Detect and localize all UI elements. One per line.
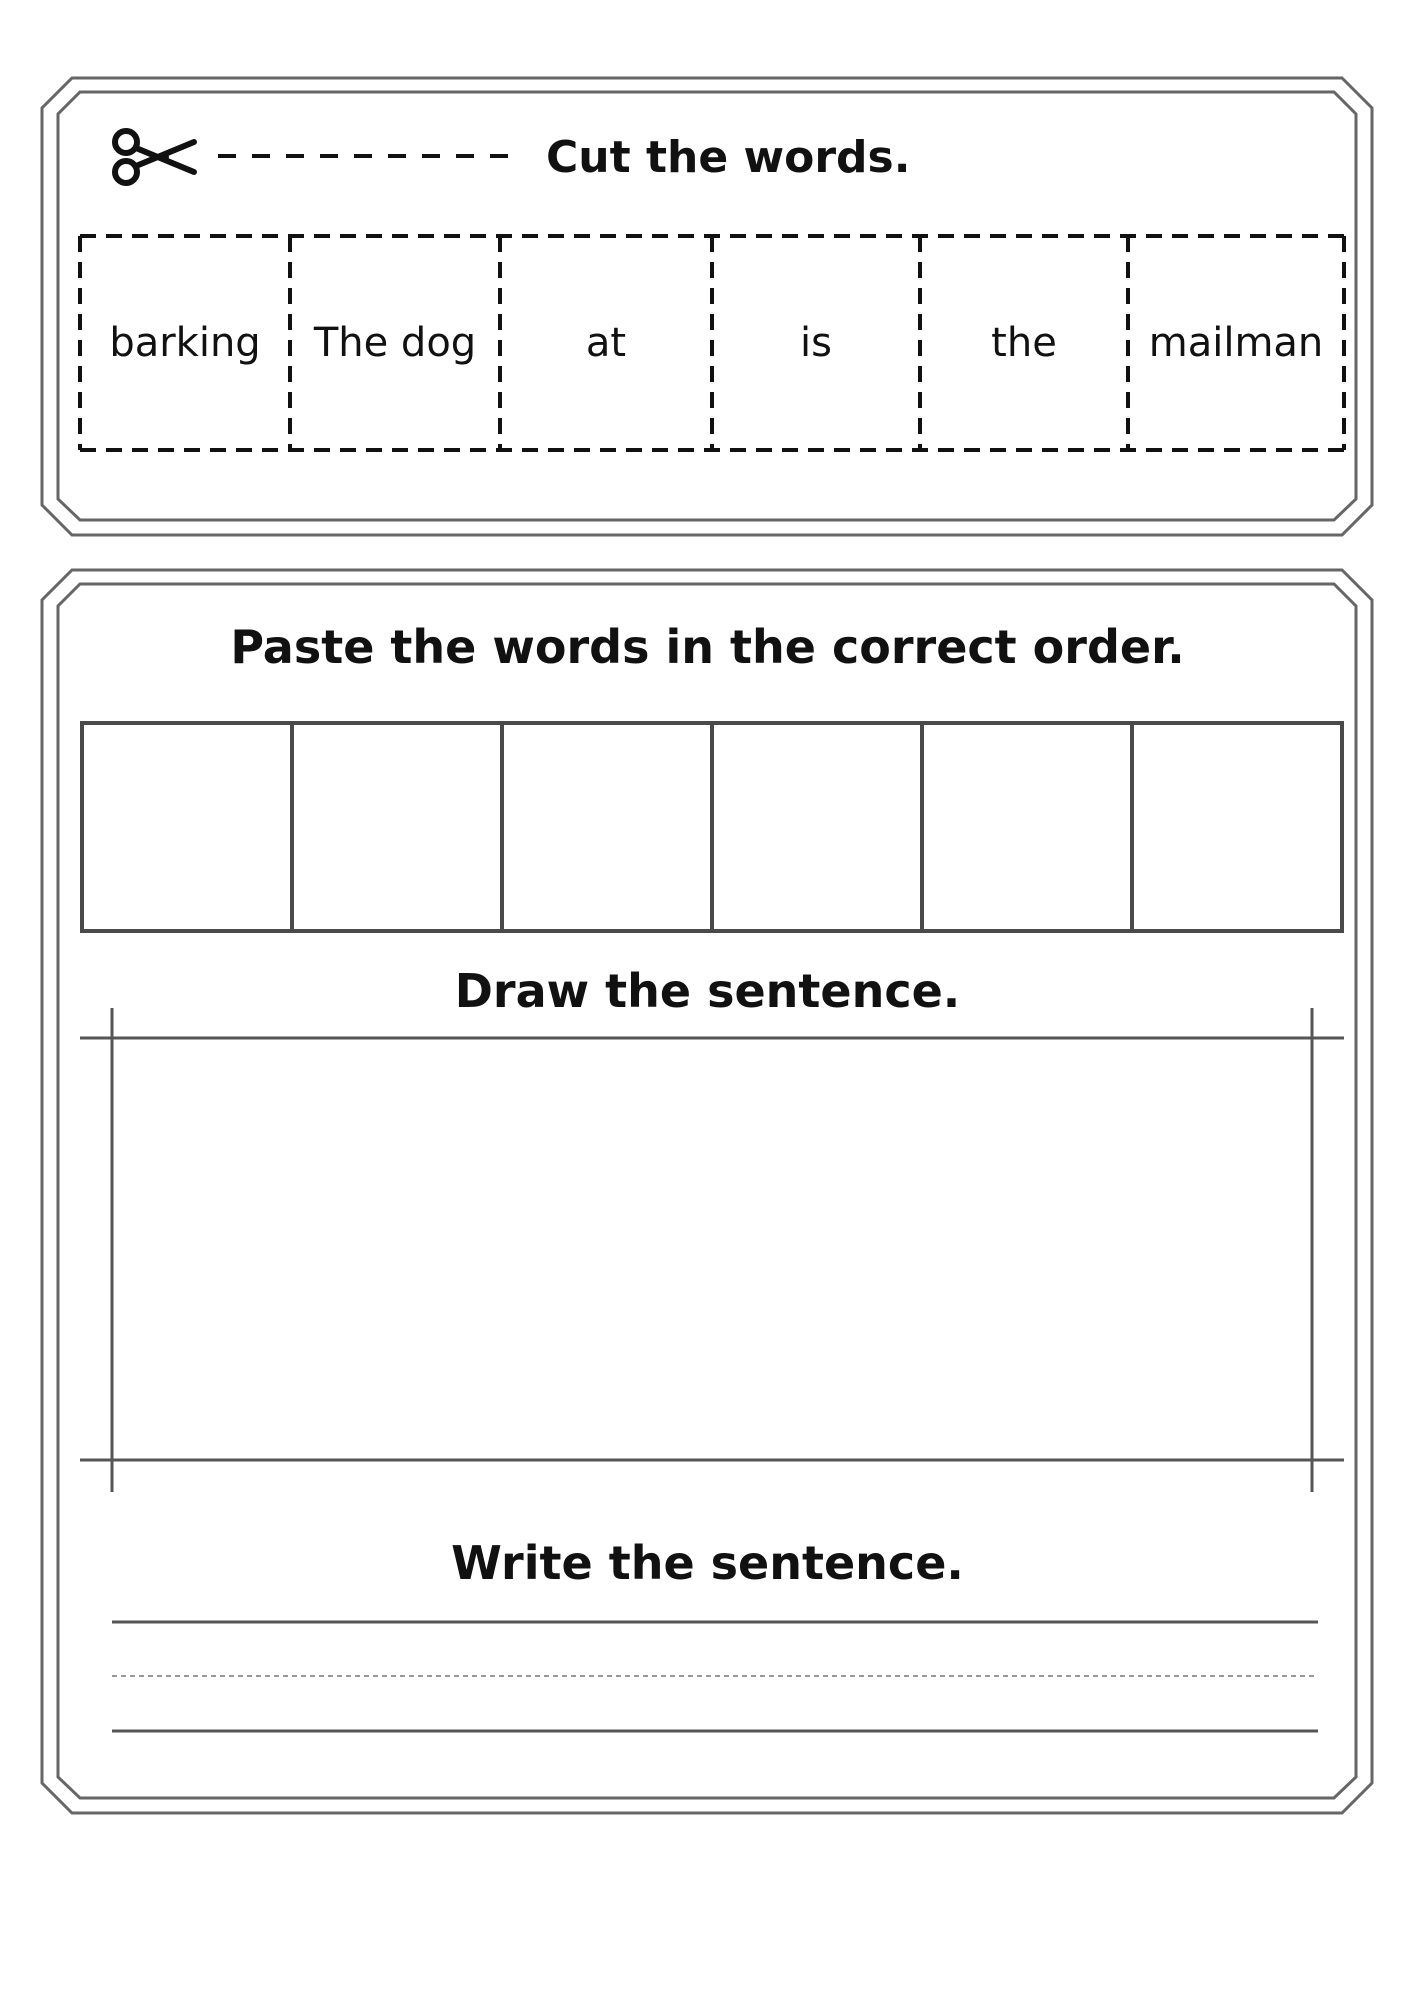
cut-word-the[interactable]: the [991, 320, 1057, 366]
draw-title: Draw the sentence. [454, 964, 961, 1018]
writing-area[interactable] [112, 1600, 1318, 1740]
paste-box-6[interactable] [1134, 723, 1340, 931]
scissors-icon [108, 124, 206, 190]
cut-line-dashes [218, 152, 518, 160]
cut-word-at[interactable]: at [585, 320, 627, 366]
paste-box-3[interactable] [504, 723, 710, 931]
cut-word-mailman[interactable]: mailman [1148, 320, 1324, 366]
paste-title: Paste the words in the correct order. [230, 620, 1185, 674]
cut-word-barking[interactable]: barking [109, 320, 261, 366]
drawing-area[interactable] [114, 1040, 1310, 1458]
write-title: Write the sentence. [451, 1536, 964, 1590]
cut-word-the-dog[interactable]: The dog [313, 320, 477, 366]
paste-box-5[interactable] [924, 723, 1130, 931]
paste-box-4[interactable] [714, 723, 920, 931]
paste-box-1[interactable] [84, 723, 290, 931]
paste-box-2[interactable] [294, 723, 500, 931]
cut-word-is[interactable]: is [800, 320, 832, 366]
cut-title: Cut the words. [546, 132, 911, 183]
